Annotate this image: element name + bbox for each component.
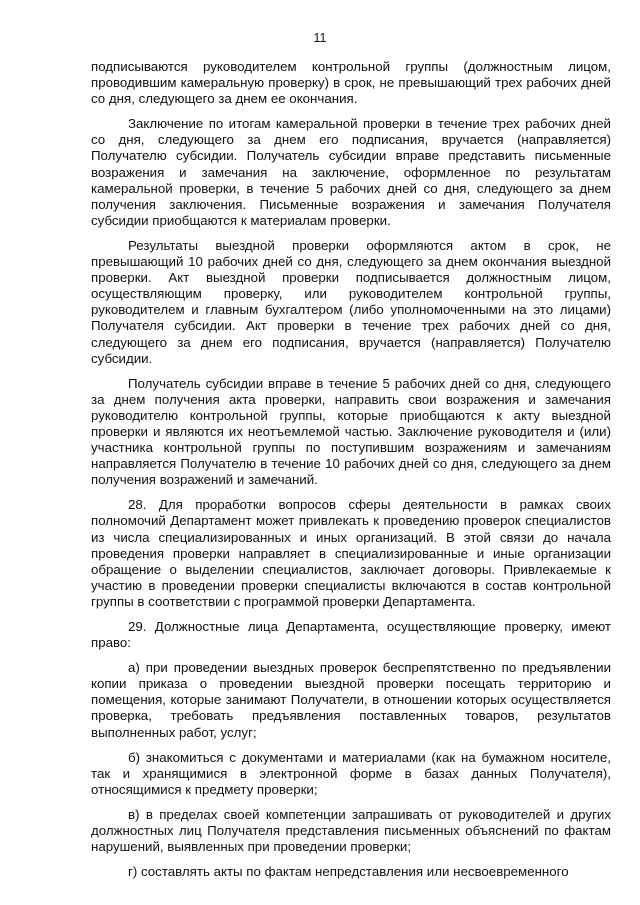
paragraph-item-29-v: в) в пределах своей компетенции запрашивать от руководителей и других должностных лиц Получателя представления письменных объяснений по фактам нарушений, выявленных при проведении проверки; [91, 806, 611, 855]
paragraph-conclusion-delivery: Заключение по итогам камеральной проверки в течение трех рабочих дней со дня, следующего за днем его подписания, вручается (направляется) Получателю субсидии. Получатель субсидии вправе представить письменные возражения и замечания на заключение, оформленное по результатам камеральной проверки, в течение 5 рабочих дней со дня, следующего за днем получения заключения. Письменные возражения и замечания Получателя субсидии приобщаются к материалам проверки. [91, 116, 611, 228]
paragraph-objections: Получатель субсидии вправе в течение 5 рабочих дней со дня, следующего за днем получения акта проверки, направить свои возражения и замечания руководителю контрольной группы, которые приобщаются к акту выездной проверки и являются их неотъемлемой частью. Заключение руководителя и (или) участника контрольной группы по поступившим возражениям и замечаниям направляется Получателю в течение 10 рабочих дней со дня, следующего за днем получения возражений и замечаний. [91, 375, 611, 488]
paragraph-item-29-a: а) при проведении выездных проверок беспрепятственно по предъявлении копии приказа о проведении выездной проверки посещать территорию и помещения, которые занимают Получатели, в отношении которых осуществляется проверка, требовать предъявления поставленных товаров, результатов выполненных работ, услуг; [91, 660, 611, 740]
page-number: 11 [313, 31, 327, 45]
document-body [91, 59, 611, 889]
paragraph-item-29: 29. Должностные лица Департамента, осуществляющие проверку, имеют право: [91, 619, 611, 651]
paragraph-continuation: подписываются руководителем контрольной группы (должностным лицом, проводившим камеральную проверку) в срок, не превышающий трех рабочих дней со дня, следующего за днем ее окончания. [91, 59, 611, 107]
paragraph-field-audit-results: Результаты выездной проверки оформляются актом в срок, не превышающий 10 рабочих дней со дня, следующего за днем окончания выездной проверки. Акт выездной проверки подписывается должностным лицом, осуществляющим проверку, или руководителем контрольной группы, руководителем и главным бухгалтером (либо уполномоченными на это лицами) Получателя субсидии. Акт проверки в течение трех рабочих дней со дня, следующего за днем его подписания, вручается (направляется) Получателю субсидии. [91, 237, 611, 366]
paragraph-item-28: 28. Для проработки вопросов сферы деятельности в рамках своих полномочий Департамент может привлекать к проведению проверок специалистов из числа специализированных и иных организаций. В этой связи до начала проведения проверки направляет в специализированные и иные организации обращение о выделении специалистов, заключает договоры. Привлекаемые к участию в проведении проверки специалисты включаются в состав контрольной группы в соответствии с программой проверки Департамента. [91, 497, 611, 609]
paragraph-item-29-b: б) знакомиться с документами и материалами (как на бумажном носителе, так и хранящимися в электронной форме в базах данных Получателя), относящимися к предмету проверки; [91, 749, 611, 797]
paragraph-item-29-g: г) составлять акты по фактам непредставления или несвоевременного [128, 864, 569, 880]
